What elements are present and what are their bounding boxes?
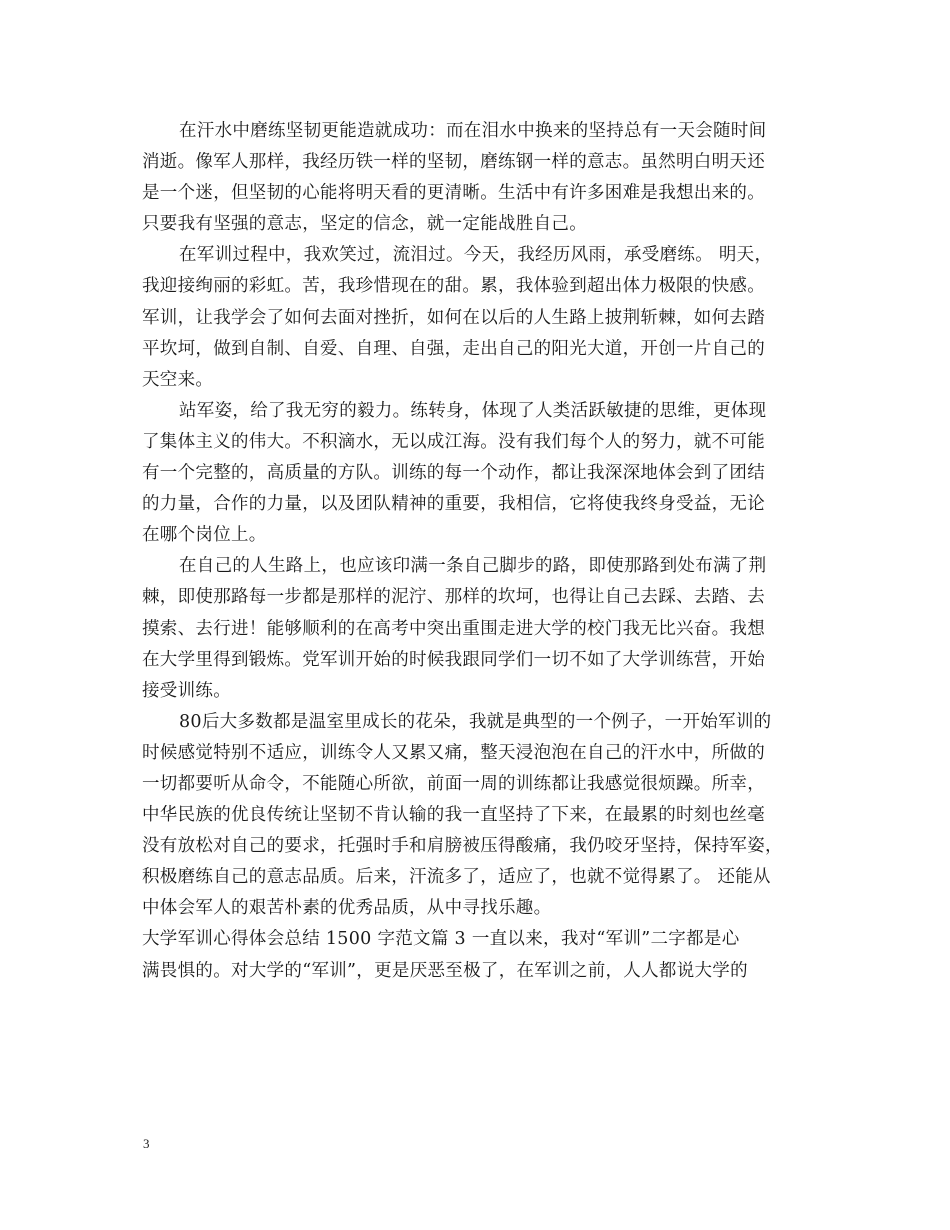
paragraph-5-line: 时候感觉特别不适应，训练令人又累又痛，整天浸泡泡在自己的汗水中，所做的 [142,742,765,763]
document-body [142,116,832,987]
paragraph-5-line: 80后大多数都是温室里成长的花朵，我就是典型的一个例子，一开始军训的 [179,711,772,732]
paragraph-1-line: 是一个迷，但坚韧的心能将明天看的更清晰。生活中有许多困难是我想出来的。 [142,183,765,204]
paragraph-4-line: 在自己的人生路上，也应该印满一条自己脚步的路，即使那路到处布满了荆 [179,556,767,577]
paragraph-2-line: 军训，让我学会了如何去面对挫折，如何在以后的人生路上披荆斩棘，如何去踏 [142,307,765,328]
paragraph-5-line: 中华民族的优良传统让坚韧不肯认输的我一直坚持了下来，在最累的时刻也丝毫 [142,805,765,826]
paragraph-3-line: 了集体主义的伟大。不积滴水，无以成江海。没有我们每个人的努力，就不可能 [142,431,765,452]
paragraph-4-line: 棘，即使那路每一步都是那样的泥泞、那样的坎坷，也得让自己去踩、去踏、去 [142,587,765,608]
paragraph-2-line: 我迎接绚丽的彩虹。苦，我珍惜现在的甜。累，我体验到超出体力极限的快感。 [142,276,765,297]
paragraph-1-line: 只要我有坚强的意志，坚定的信念，就一定能战胜自己。 [142,214,587,235]
paragraph-2-line: 天空来。 [142,369,214,390]
paragraph-5-line: 积极磨练自己的意志品质。后来，汗流多了，适应了，也就不觉得累了。 还能从 [142,867,771,888]
paragraph-6-line: 大学军训心得体会总结 1500 字范文篇 3 一直以来，我对“军训”二字都是心 [142,929,740,950]
paragraph-4-line: 摸索、去行进！能够顺利的在高考中突出重围走进大学的校门我无比兴奋。我想 [142,618,765,639]
paragraph-3-line: 站军姿，给了我无穷的毅力。练转身，体现了人类活跃敏捷的思维，更体现 [179,400,767,421]
paragraph-5-line: 一切都要听从命令，不能随心所欲，前面一周的训练都让我感觉很烦躁。所幸， [142,773,765,794]
paragraph-5-line: 没有放松对自己的要求，托强时手和肩膀被压得酸痛，我仍咬牙坚持，保持军姿， [142,836,783,857]
paragraph-3-line: 的力量，合作的力量，以及团队精神的重要，我相信，它将使我终身受益，无论 [142,494,765,515]
paragraph-1-line: 消逝。像军人那样，我经历铁一样的坚韧，磨练钢一样的意志。虽然明白明天还 [142,152,765,173]
page-number: 3 [143,1136,150,1151]
paragraph-3-line: 在哪个岗位上。 [142,525,267,546]
paragraph-5-line: 中体会军人的艰苦朴素的优秀品质，从中寻找乐趣。 [142,898,552,919]
paragraph-1-line: 在汗水中磨练坚韧更能造就成功：而在泪水中换来的坚持总有一天会随时间 [179,121,767,141]
paragraph-2-line: 在军训过程中，我欢笑过，流泪过。今天，我经历风雨，承受磨练。 明天， [179,245,773,266]
paragraph-3-line: 有一个完整的，高质量的方队。训练的每一个动作，都让我深深地体会到了团结 [142,463,765,484]
paragraph-4-line: 在大学里得到锻炼。党军训开始的时候我跟同学们一切不如了大学训练营，开始 [142,649,765,670]
paragraph-2-line: 平坎坷，做到自制、自爱、自理、自强，走出自己的阳光大道，开创一片自己的 [142,338,765,359]
paragraph-6-line: 满畏惧的。对大学的“军训”，更是厌恶至极了，在军训之前，人人都说大学的 [142,960,748,981]
paragraph-4-line: 接受训练。 [142,680,231,701]
